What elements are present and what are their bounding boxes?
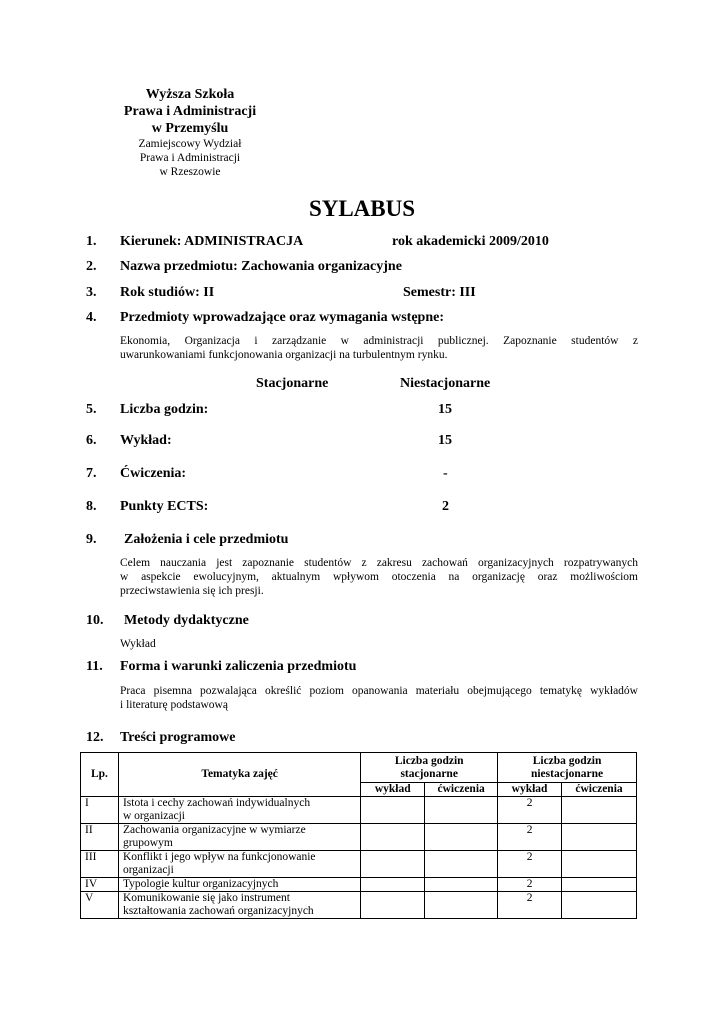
table-row bbox=[81, 797, 637, 824]
section-8-number: 8. bbox=[86, 499, 97, 514]
row-stationary-lecture bbox=[361, 797, 425, 824]
row-lp: V bbox=[81, 892, 119, 919]
section-2-number: 2. bbox=[86, 259, 97, 274]
row-lp: I bbox=[81, 797, 119, 824]
section-5-hours-label: Liczba godzin: bbox=[120, 402, 209, 417]
section-7-exercises-value: - bbox=[443, 466, 448, 481]
section-1-number: 1. bbox=[86, 234, 97, 249]
sub-col-stationary-lecture: wykład bbox=[361, 783, 425, 797]
row-stationary-exercises bbox=[425, 892, 498, 919]
col-hours-extramural-line-2: niestacjonarne bbox=[530, 767, 604, 780]
section-12-number: 12. bbox=[86, 730, 104, 745]
row-stationary-exercises bbox=[425, 797, 498, 824]
row-topic-line-1: Zachowania organizacyjne w wymiarze bbox=[122, 824, 306, 836]
program-content-table bbox=[80, 752, 637, 919]
row-topic-line-2: kształtowania zachowań organizacyjnych bbox=[122, 905, 314, 917]
section-4-text bbox=[120, 334, 638, 362]
institution-header bbox=[110, 86, 270, 179]
section-5-number: 5. bbox=[86, 402, 97, 417]
section-3-year-of-study: Rok studiów: II bbox=[120, 285, 215, 300]
section-10-text: Wykład bbox=[120, 638, 156, 650]
table-header-row bbox=[81, 753, 637, 783]
header-line-1: Wyższa Szkoła bbox=[145, 87, 235, 102]
section-8-ects-label: Punkty ECTS: bbox=[120, 499, 209, 514]
section-10-methods-label: Metody dydaktyczne bbox=[124, 613, 249, 628]
section-6-lecture-label: Wykład: bbox=[120, 433, 172, 448]
section-9-text-line-3: przeciwstawienia się ich presji. bbox=[120, 585, 264, 597]
table-row bbox=[81, 892, 637, 919]
table-row bbox=[81, 824, 637, 851]
row-topic bbox=[118, 824, 360, 851]
col-hours-stationary-line-1: Liczba godzin bbox=[394, 754, 464, 767]
row-stationary-exercises bbox=[425, 851, 498, 878]
section-3-number: 3. bbox=[86, 285, 97, 300]
row-topic-line-2: organizacji bbox=[122, 864, 174, 876]
sub-col-extramural-lecture: wykład bbox=[498, 783, 562, 797]
section-7-number: 7. bbox=[86, 466, 97, 481]
header-line-2: Prawa i Administracji bbox=[123, 104, 257, 119]
row-topic-line-2: w organizacji bbox=[122, 810, 185, 822]
row-topic-line-2: grupowym bbox=[122, 837, 173, 849]
section-9-text-line-1: Celem nauczania jest zapoznanie studentów z zakresu zachowań organizacyjnych rozpatrywanych bbox=[120, 557, 638, 569]
row-lp: III bbox=[81, 851, 119, 878]
row-extramural-lecture: 2 bbox=[498, 824, 562, 851]
table-row bbox=[81, 851, 637, 878]
section-10-number: 10. bbox=[86, 613, 104, 628]
row-stationary-exercises bbox=[425, 824, 498, 851]
section-6-number: 6. bbox=[86, 433, 97, 448]
table-row bbox=[81, 878, 637, 892]
row-extramural-exercises bbox=[562, 824, 637, 851]
col-lp: Lp. bbox=[81, 753, 119, 797]
row-extramural-lecture: 2 bbox=[498, 892, 562, 919]
section-2-course-name: Nazwa przedmiotu: Zachowania organizacyjne bbox=[120, 259, 402, 274]
row-extramural-exercises bbox=[562, 892, 637, 919]
section-9-number: 9. bbox=[86, 532, 97, 547]
section-11-number: 11. bbox=[86, 659, 103, 674]
row-topic-line-1: Konflikt i jego wpływ na funkcjonowanie bbox=[122, 851, 316, 863]
col-hours-extramural-line-1: Liczba godzin bbox=[532, 754, 602, 767]
row-extramural-exercises bbox=[562, 797, 637, 824]
sub-col-stationary-exercises: ćwiczenia bbox=[425, 783, 498, 797]
row-stationary-lecture bbox=[361, 878, 425, 892]
section-4-text-line-1: Ekonomia, Organizacja i zarządzanie w administracji publicznej. Zapoznanie studentów z bbox=[120, 335, 638, 347]
section-8-ects-value: 2 bbox=[442, 499, 449, 514]
section-7-exercises-label: Ćwiczenia: bbox=[120, 466, 187, 481]
row-extramural-lecture: 2 bbox=[498, 797, 562, 824]
row-topic bbox=[118, 892, 360, 919]
row-extramural-lecture: 2 bbox=[498, 878, 562, 892]
row-topic bbox=[118, 878, 360, 892]
row-topic-line-1: Komunikowanie się jako instrument bbox=[122, 892, 290, 904]
section-9-text bbox=[120, 556, 638, 598]
row-stationary-lecture bbox=[361, 824, 425, 851]
section-11-assessment-label: Forma i warunki zaliczenia przedmiotu bbox=[120, 659, 357, 674]
row-extramural-exercises bbox=[562, 878, 637, 892]
section-11-text-line-2: i literaturę podstawową bbox=[120, 699, 228, 711]
sub-col-extramural-exercises: ćwiczenia bbox=[562, 783, 637, 797]
section-12-content-label: Treści programowe bbox=[120, 730, 236, 745]
row-topic-line-1: Istota i cechy zachowań indywidualnych bbox=[122, 797, 311, 809]
section-4-text-line-2: uwarunkowaniami funkcjonowania organizacji na turbulentnym rynku. bbox=[120, 349, 448, 361]
col-hours-stationary-line-2: stacjonarne bbox=[400, 767, 458, 780]
section-1-field-of-study: Kierunek: ADMINISTRACJA bbox=[120, 234, 304, 249]
row-stationary-lecture bbox=[361, 851, 425, 878]
header-line-4: Zamiejscowy Wydział bbox=[138, 138, 242, 150]
mode-extramural: Niestacjonarne bbox=[400, 376, 491, 391]
section-4-number: 4. bbox=[86, 310, 97, 325]
section-6-lecture-value: 15 bbox=[438, 433, 452, 448]
row-lp: IV bbox=[81, 878, 119, 892]
row-topic bbox=[118, 851, 360, 878]
section-11-text-line-1: Praca pisemna pozwalająca określić poziom opanowania materiału obejmującego tematykę wykładów bbox=[120, 685, 638, 697]
section-9-text-line-2: w aspekcie ewolucyjnym, aktualnym wpływom otoczenia na organizację oraz możliwościom bbox=[120, 571, 638, 583]
section-4-prerequisites: Przedmioty wprowadzające oraz wymagania wstępne: bbox=[120, 310, 445, 325]
header-line-3: w Przemyślu bbox=[151, 121, 229, 136]
document-title: SYLABUS bbox=[308, 196, 416, 221]
row-topic-line-1: Typologie kultur organizacyjnych bbox=[122, 878, 279, 890]
row-extramural-lecture: 2 bbox=[498, 851, 562, 878]
row-stationary-exercises bbox=[425, 878, 498, 892]
row-topic bbox=[118, 797, 360, 824]
section-11-text bbox=[120, 684, 638, 712]
row-stationary-lecture bbox=[361, 892, 425, 919]
section-9-goals-label: Założenia i cele przedmiotu bbox=[124, 532, 289, 547]
col-hours-stationary bbox=[361, 753, 498, 783]
row-extramural-exercises bbox=[562, 851, 637, 878]
mode-stationary: Stacjonarne bbox=[256, 376, 329, 391]
header-line-6: w Rzeszowie bbox=[159, 166, 221, 178]
section-5-hours-value: 15 bbox=[438, 402, 452, 417]
section-3-semester: Semestr: III bbox=[403, 285, 476, 300]
col-hours-extramural bbox=[498, 753, 637, 783]
header-line-5: Prawa i Administracji bbox=[139, 152, 241, 164]
col-topic: Tematyka zajęć bbox=[118, 753, 360, 797]
row-lp: II bbox=[81, 824, 119, 851]
section-1-academic-year: rok akademicki 2009/2010 bbox=[392, 234, 549, 249]
